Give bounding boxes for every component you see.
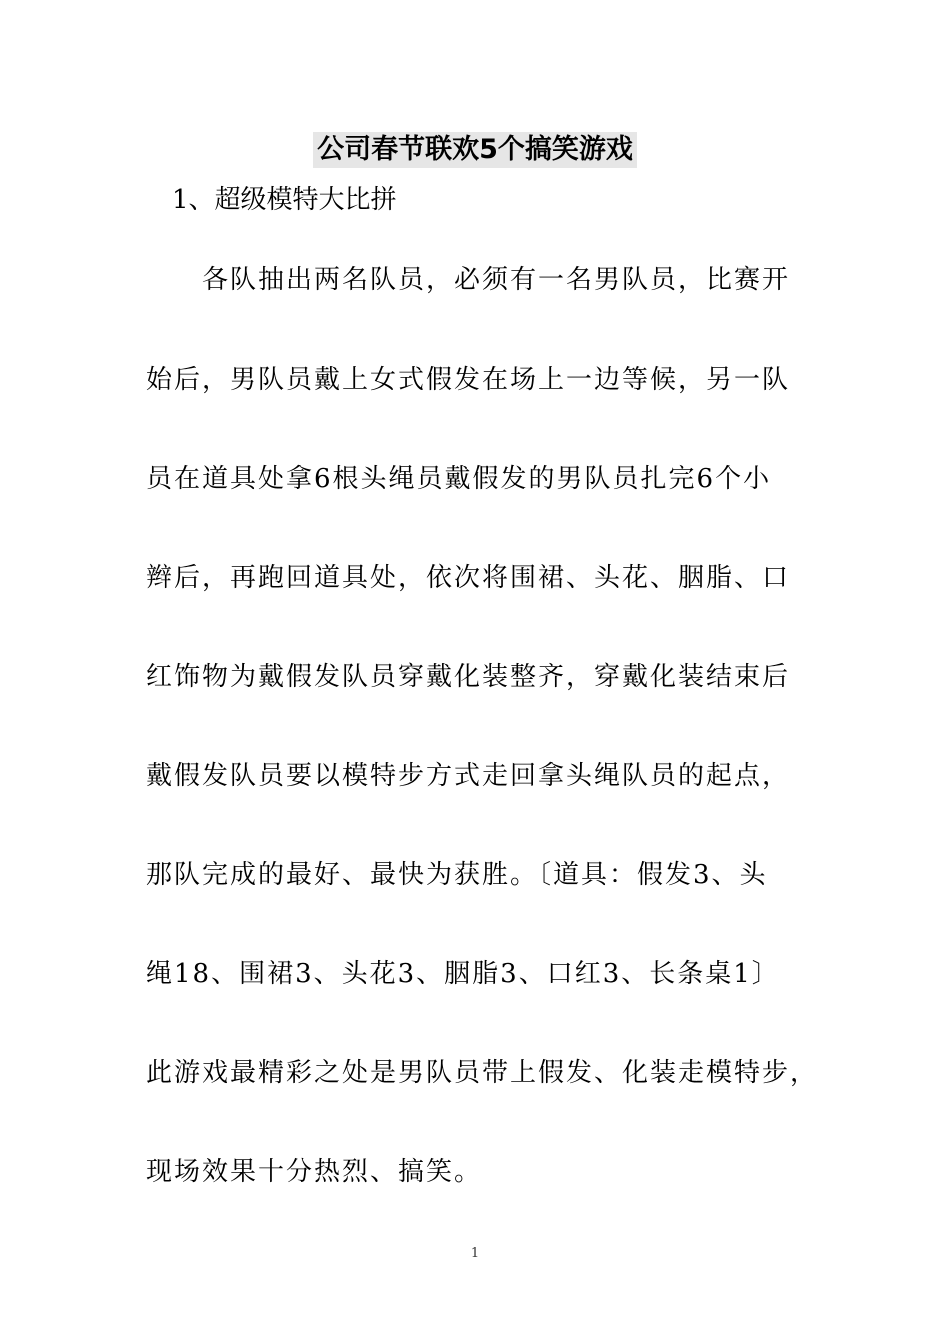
- paragraph-line: 此游戏最精彩之处是男队员带上假发、化装走模特步，: [146, 1058, 819, 1088]
- document-title: [0, 132, 950, 171]
- document-title-text: 公司春节联欢5个搞笑游戏: [313, 132, 637, 168]
- paragraph-line: 始后，男队员戴上女式假发在场上一边等候，另一队: [146, 365, 791, 395]
- paragraph-line: 现场效果十分热烈、搞笑。: [146, 1157, 483, 1187]
- section-heading: 1、超级模特大比拼: [172, 185, 397, 215]
- paragraph-line: 红饰物为戴假发队员穿戴化装整齐，穿戴化装结束后: [146, 662, 791, 692]
- paragraph-line: 各队抽出两名队员，必须有一名男队员，比赛开: [202, 265, 791, 295]
- paragraph-line: 戴假发队员要以模特步方式走回拿头绳队员的起点，: [146, 761, 791, 791]
- paragraph-line: 员在道具处拿6根头绳员戴假发的男队员扎完6个小: [146, 464, 772, 494]
- paragraph-line: 辫后，再跑回道具处，依次将围裙、头花、胭脂、口: [146, 563, 791, 593]
- page-number: 1: [470, 1246, 480, 1261]
- paragraph-line: 绳18、围裙3、头花3、胭脂3、口红3、长条桌1〕: [146, 959, 780, 989]
- paragraph-line: 那队完成的最好、最快为获胜。〔道具：假发3、头: [146, 860, 768, 890]
